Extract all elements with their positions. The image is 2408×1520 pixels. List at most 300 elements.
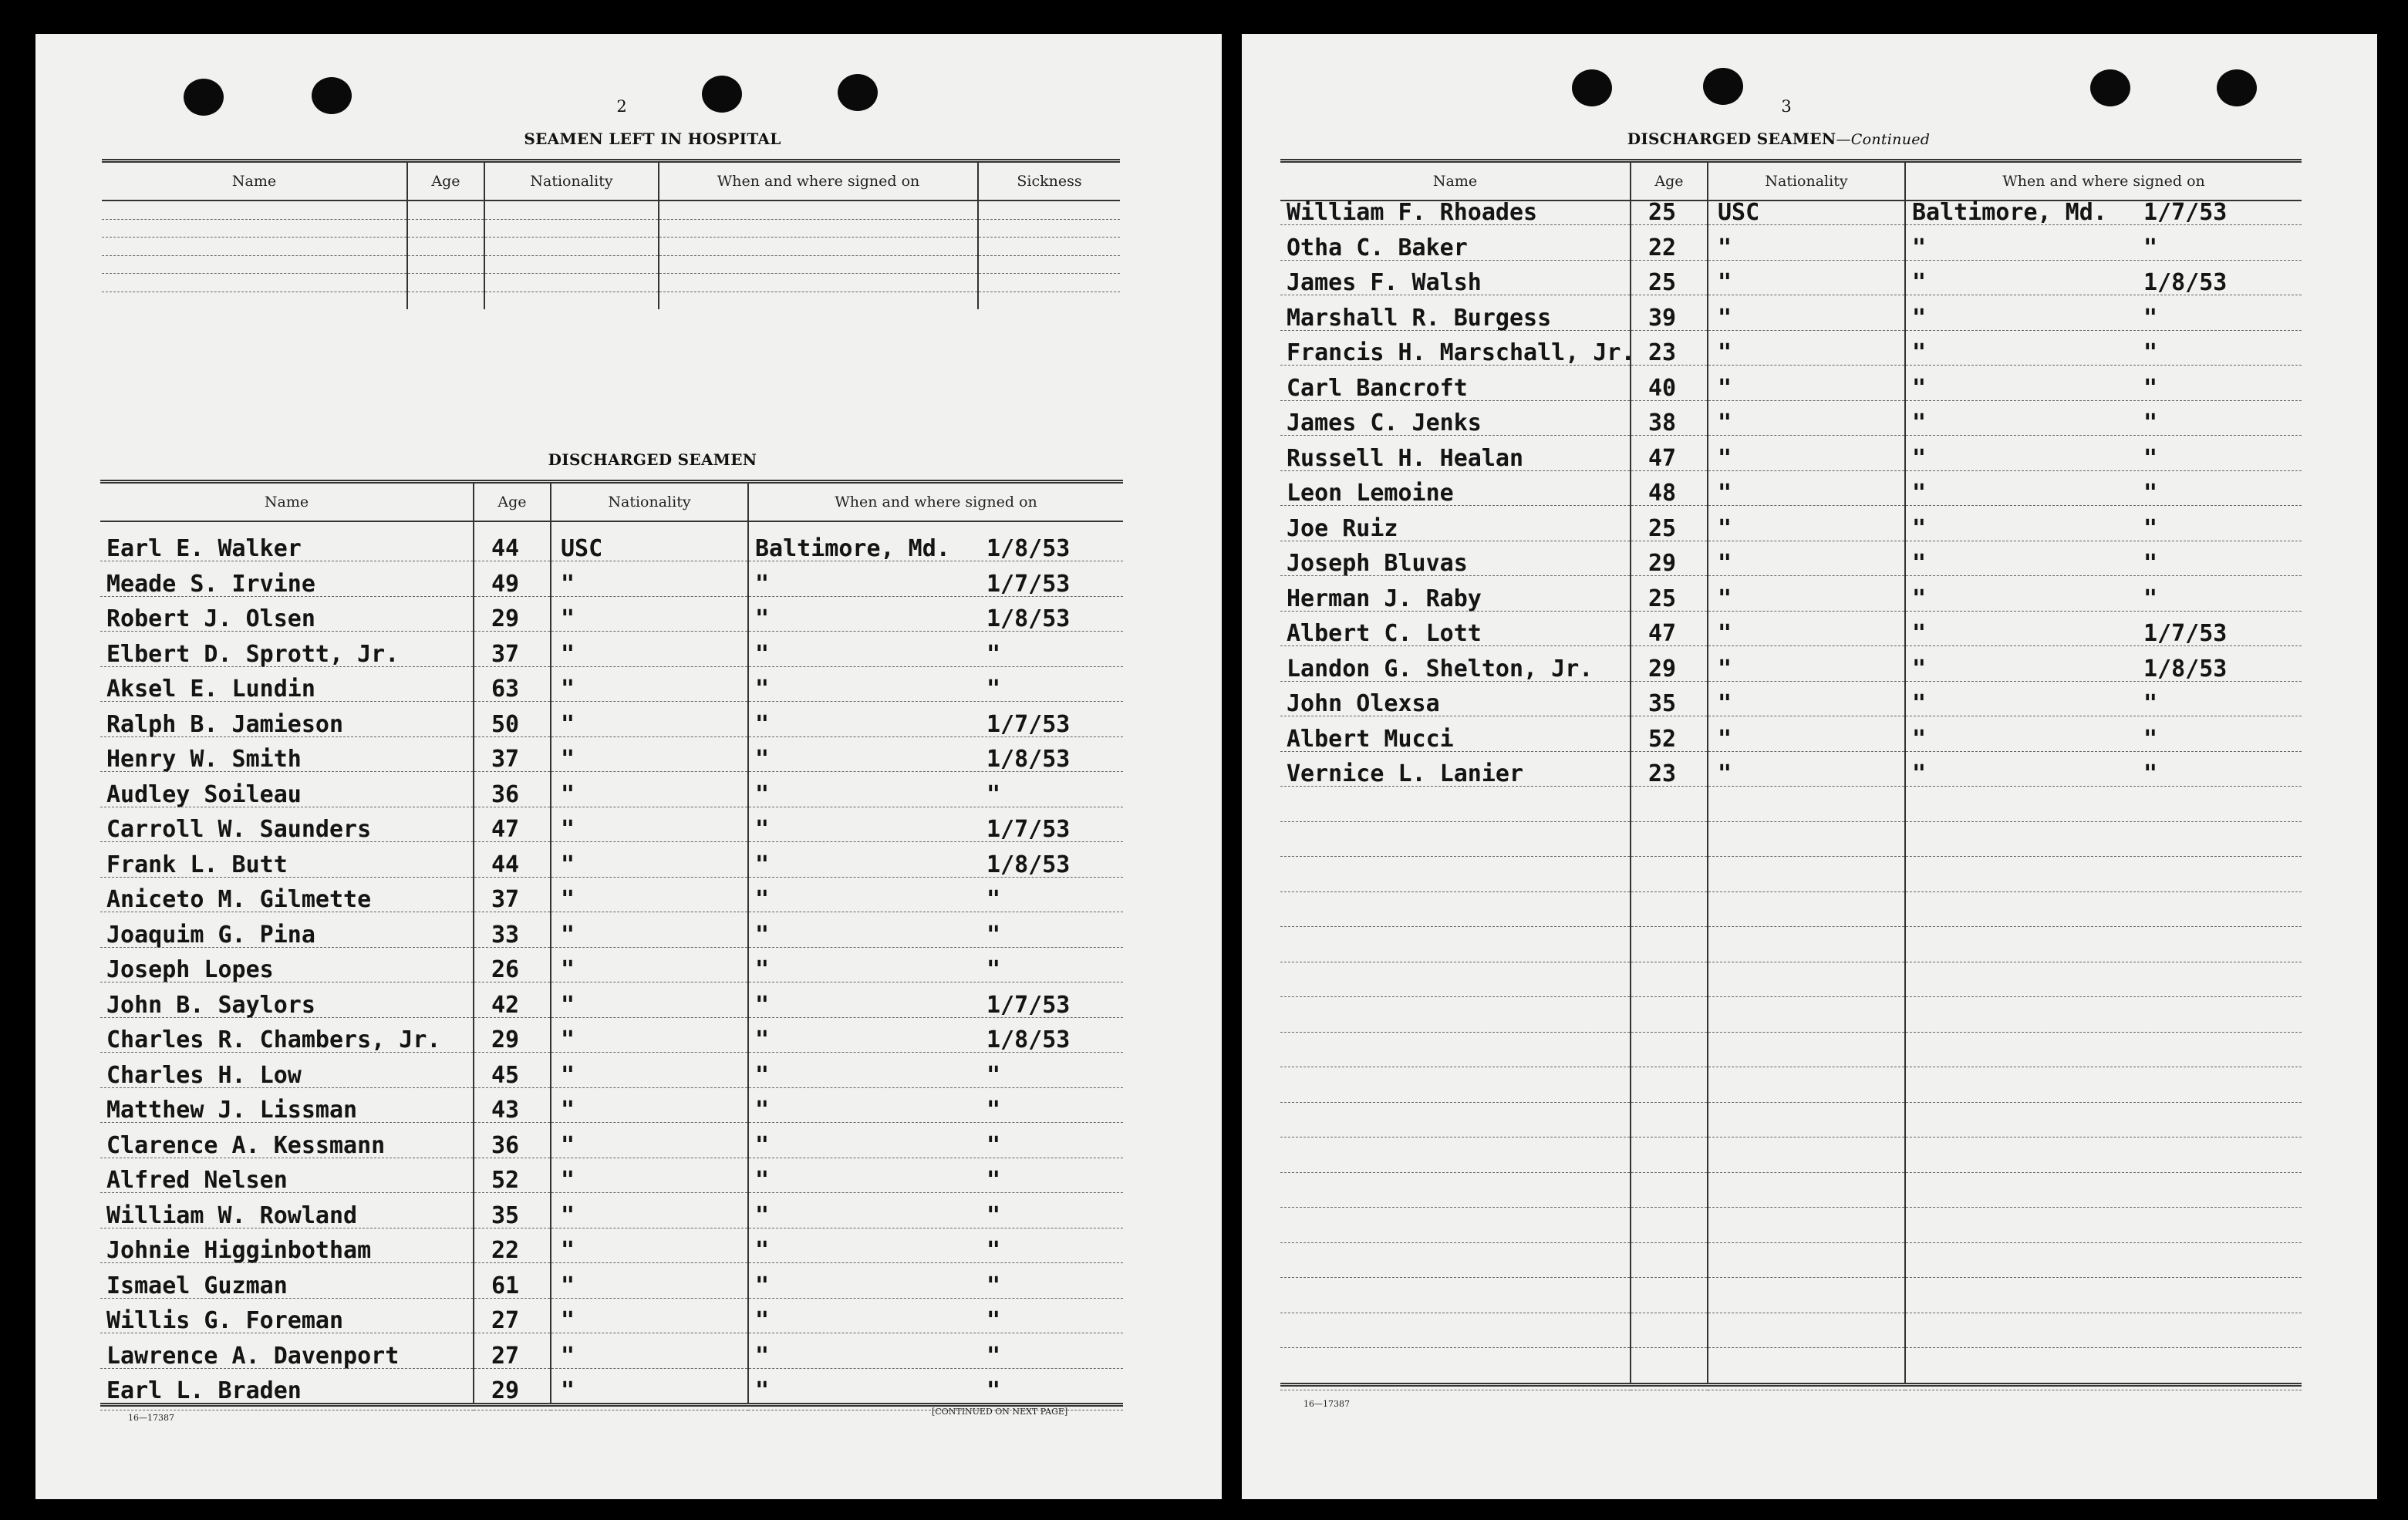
blank-row bbox=[102, 274, 1120, 292]
blank-cell bbox=[102, 219, 407, 238]
seaman-age: 47 bbox=[1631, 436, 1708, 471]
seaman-age: 37 bbox=[474, 877, 551, 912]
signed-on-place: " bbox=[1912, 690, 1927, 717]
blank-cell bbox=[1905, 787, 2302, 822]
signed-on-cell bbox=[1905, 260, 2302, 295]
blank-cell bbox=[1905, 1172, 2302, 1208]
column-header: When and where signed on bbox=[659, 161, 978, 201]
signed-on-place: " bbox=[1912, 374, 1927, 402]
blank-cell bbox=[1905, 1348, 2302, 1385]
blank-cell bbox=[407, 219, 484, 238]
signed-on-cell bbox=[748, 912, 1123, 948]
blank-row bbox=[1280, 997, 2302, 1033]
seaman-name: Earl L. Braden bbox=[106, 1377, 302, 1404]
signed-on-place: " bbox=[1912, 339, 1927, 366]
seaman-age: 23 bbox=[1631, 330, 1708, 366]
signed-on-place: " bbox=[1912, 725, 1927, 753]
seaman-nationality: " bbox=[551, 702, 748, 737]
signed-on-cell bbox=[748, 596, 1123, 632]
blank-cell bbox=[1631, 962, 1708, 997]
column-header: Nationality bbox=[551, 482, 748, 522]
signed-on-cell bbox=[748, 1333, 1123, 1369]
seaman-age: 45 bbox=[474, 1053, 551, 1088]
signed-on-date: 1/8/53 bbox=[986, 535, 1071, 562]
blank-cell bbox=[978, 255, 1120, 274]
table-row bbox=[100, 772, 1123, 807]
blank-cell bbox=[978, 238, 1120, 256]
seaman-age: 26 bbox=[474, 947, 551, 982]
blank-cell bbox=[659, 255, 978, 274]
blank-row bbox=[1280, 787, 2302, 822]
blank-cell bbox=[407, 201, 484, 219]
discharged-continued-table bbox=[1280, 159, 2302, 1390]
seaman-nationality: " bbox=[1708, 576, 1905, 612]
blank-cell bbox=[1905, 857, 2302, 892]
signed-on-place: " bbox=[755, 1026, 770, 1053]
signed-on-place: " bbox=[1912, 304, 1927, 332]
blank-cell bbox=[407, 274, 484, 292]
seaman-name: Johnie Higginbotham bbox=[100, 1228, 474, 1263]
seaman-age: 42 bbox=[474, 982, 551, 1018]
signed-on-date: " bbox=[2143, 725, 2158, 753]
seaman-nationality: " bbox=[551, 1333, 748, 1369]
blank-cell bbox=[978, 274, 1120, 292]
seaman-name: Charles R. Chambers, Jr. bbox=[100, 1017, 474, 1053]
seaman-nationality: " bbox=[1708, 716, 1905, 752]
signed-on-place: " bbox=[755, 1131, 770, 1159]
signed-on-place: " bbox=[755, 1377, 770, 1404]
blank-row bbox=[1280, 927, 2302, 962]
blank-cell bbox=[1280, 1137, 1631, 1173]
signed-on-place: " bbox=[1912, 550, 1927, 577]
blank-cell bbox=[1708, 997, 1905, 1033]
signed-on-place: " bbox=[1912, 409, 1927, 436]
blank-cell bbox=[1280, 1032, 1631, 1067]
signed-on-date: " bbox=[2143, 760, 2158, 787]
table-row bbox=[1280, 436, 2302, 471]
signed-on-place: " bbox=[755, 676, 770, 703]
seaman-name: James F. Walsh bbox=[1280, 260, 1631, 295]
seaman-nationality: " bbox=[551, 666, 748, 702]
signed-on-cell bbox=[748, 1053, 1123, 1088]
seaman-name: Ismael Guzman bbox=[100, 1263, 474, 1299]
seaman-nationality: " bbox=[1708, 681, 1905, 716]
blank-cell bbox=[484, 201, 659, 219]
blank-cell bbox=[1708, 1348, 1905, 1385]
blank-cell bbox=[1708, 1278, 1905, 1313]
blank-row bbox=[1280, 857, 2302, 892]
seaman-age: 44 bbox=[474, 842, 551, 878]
signed-on-date: " bbox=[2143, 304, 2158, 332]
discharged-table bbox=[100, 480, 1123, 1410]
signed-on-date: 1/7/53 bbox=[986, 710, 1071, 738]
table-row bbox=[1280, 470, 2302, 506]
signed-on-cell bbox=[748, 702, 1123, 737]
seaman-nationality: " bbox=[551, 982, 748, 1018]
form-number: 16—17387 bbox=[128, 1413, 174, 1423]
blank-row bbox=[1280, 1067, 2302, 1103]
signed-on-date: " bbox=[2143, 409, 2158, 436]
signed-on-place: " bbox=[755, 1202, 770, 1229]
form-number: 16—17387 bbox=[1303, 1399, 1350, 1409]
blank-cell bbox=[1631, 1278, 1708, 1313]
signed-on-cell bbox=[748, 947, 1123, 982]
signed-on-date: 1/7/53 bbox=[2143, 199, 2228, 226]
seaman-nationality: USC bbox=[1708, 201, 1905, 225]
signed-on-place: " bbox=[1912, 655, 1927, 682]
blank-row bbox=[1280, 1348, 2302, 1385]
signed-on-place: " bbox=[755, 1097, 770, 1124]
seaman-name: William W. Rowland bbox=[100, 1193, 474, 1228]
seaman-name: Meade S. Irvine bbox=[100, 561, 474, 597]
punch-hole bbox=[1572, 69, 1612, 106]
seaman-age: 63 bbox=[474, 666, 551, 702]
seaman-age: 39 bbox=[1631, 295, 1708, 331]
column-header: Name bbox=[1432, 173, 1478, 190]
signed-on-date: " bbox=[2143, 514, 2158, 542]
blank-cell bbox=[1280, 1102, 1631, 1137]
seaman-nationality: " bbox=[1708, 541, 1905, 576]
seaman-nationality: " bbox=[1708, 646, 1905, 682]
signed-on-cell bbox=[748, 632, 1123, 667]
table-row bbox=[100, 1017, 1123, 1053]
column-header: Name bbox=[264, 494, 309, 511]
table-row bbox=[1280, 330, 2302, 366]
seaman-nationality: " bbox=[551, 772, 748, 807]
signed-on-cell bbox=[1905, 436, 2302, 471]
signed-on-date: 1/7/53 bbox=[986, 816, 1071, 843]
signed-on-cell bbox=[748, 1123, 1123, 1158]
signed-on-date: " bbox=[986, 1097, 1001, 1124]
signed-on-place: Baltimore, Md. bbox=[755, 535, 950, 562]
blank-cell bbox=[659, 292, 978, 309]
seaman-nationality: " bbox=[1708, 400, 1905, 436]
blank-row bbox=[1280, 821, 2302, 857]
signed-on-date: " bbox=[986, 1167, 1001, 1194]
blank-cell bbox=[1631, 1137, 1708, 1173]
signed-on-cell bbox=[748, 807, 1123, 842]
seaman-name: Albert Mucci bbox=[1280, 716, 1631, 752]
signed-on-cell bbox=[1905, 681, 2302, 716]
signed-on-place: Baltimore, Md. bbox=[1912, 199, 2107, 226]
seaman-nationality: " bbox=[551, 1298, 748, 1333]
blank-cell bbox=[1708, 1313, 1905, 1348]
signed-on-cell bbox=[748, 982, 1123, 1018]
blank-cell bbox=[1631, 821, 1708, 857]
blank-row bbox=[102, 255, 1120, 274]
seaman-nationality: " bbox=[551, 842, 748, 878]
seaman-age: 49 bbox=[474, 561, 551, 597]
blank-row bbox=[102, 238, 1120, 256]
seaman-nationality: " bbox=[551, 1228, 748, 1263]
seaman-nationality: " bbox=[551, 877, 748, 912]
seaman-nationality: " bbox=[551, 596, 748, 632]
blank-cell bbox=[659, 274, 978, 292]
blank-cell bbox=[1708, 821, 1905, 857]
blank-cell bbox=[484, 292, 659, 309]
signed-on-cell bbox=[748, 561, 1123, 597]
punch-hole bbox=[1703, 68, 1743, 105]
blank-cell bbox=[1708, 1137, 1905, 1173]
seaman-name: John B. Saylors bbox=[100, 982, 474, 1018]
blank-cell bbox=[102, 255, 407, 274]
title-suffix: —Continued bbox=[1836, 131, 1931, 148]
seaman-nationality: " bbox=[1708, 260, 1905, 295]
blank-cell bbox=[1708, 857, 1905, 892]
blank-row bbox=[1280, 1242, 2302, 1278]
signed-on-place: " bbox=[755, 886, 770, 913]
seaman-name: Robert J. Olsen bbox=[100, 596, 474, 632]
table-row bbox=[100, 1368, 1123, 1405]
blank-row bbox=[1280, 1313, 2302, 1348]
seaman-name: James C. Jenks bbox=[1280, 400, 1631, 436]
column-header: Age bbox=[407, 161, 484, 201]
signed-on-date: 1/7/53 bbox=[986, 991, 1071, 1019]
seaman-nationality: " bbox=[1708, 751, 1905, 787]
signed-on-cell bbox=[1905, 646, 2302, 682]
column-header: Age bbox=[1631, 161, 1708, 201]
seaman-nationality: " bbox=[551, 561, 748, 597]
seaman-name: Frank L. Butt bbox=[100, 842, 474, 878]
signed-on-cell bbox=[1905, 576, 2302, 612]
signed-on-place: " bbox=[755, 1237, 770, 1264]
blank-row bbox=[1280, 1208, 2302, 1243]
table-row bbox=[100, 982, 1123, 1018]
signed-on-date: " bbox=[986, 1061, 1001, 1089]
blank-cell bbox=[102, 292, 407, 309]
blank-cell bbox=[407, 255, 484, 274]
signed-on-cell bbox=[1905, 366, 2302, 401]
blank-cell bbox=[484, 255, 659, 274]
blank-cell bbox=[978, 292, 1120, 309]
blank-cell bbox=[1905, 927, 2302, 962]
blank-cell bbox=[1905, 962, 2302, 997]
signed-on-cell bbox=[1905, 716, 2302, 752]
blank-cell bbox=[1708, 891, 1905, 927]
blank-cell bbox=[1631, 1348, 1708, 1385]
blank-cell bbox=[1280, 1278, 1631, 1313]
seaman-name: Joe Ruiz bbox=[1280, 506, 1631, 541]
signed-on-place: " bbox=[755, 640, 770, 668]
seaman-age: 37 bbox=[474, 736, 551, 772]
signed-on-date: 1/7/53 bbox=[986, 570, 1071, 598]
blank-cell bbox=[1708, 1032, 1905, 1067]
seaman-name: Matthew J. Lissman bbox=[100, 1087, 474, 1123]
table-row bbox=[100, 1228, 1123, 1263]
hospital-header-row bbox=[102, 161, 1120, 201]
signed-on-date: " bbox=[986, 956, 1001, 983]
seaman-name: Carroll W. Saunders bbox=[100, 807, 474, 842]
seaman-age: 33 bbox=[474, 912, 551, 948]
signed-on-cell bbox=[1905, 330, 2302, 366]
blank-cell bbox=[1280, 1313, 1631, 1348]
blank-cell bbox=[1905, 1278, 2302, 1313]
seaman-name: Henry W. Smith bbox=[100, 736, 474, 772]
table-row bbox=[100, 1053, 1123, 1088]
seaman-name: Joaquim G. Pina bbox=[100, 912, 474, 948]
blank-cell bbox=[1631, 891, 1708, 927]
blank-cell bbox=[1280, 997, 1631, 1033]
signed-on-place: " bbox=[755, 1167, 770, 1194]
table-row bbox=[100, 947, 1123, 982]
seaman-name: Russell H. Healan bbox=[1280, 436, 1631, 471]
blank-cell bbox=[659, 201, 978, 219]
table-row bbox=[100, 521, 1123, 561]
seaman-age: 47 bbox=[474, 807, 551, 842]
seaman-name: Carl Bancroft bbox=[1280, 366, 1631, 401]
blank-row bbox=[102, 201, 1120, 219]
signed-on-date: 1/8/53 bbox=[986, 1026, 1071, 1053]
seaman-age: 29 bbox=[474, 1017, 551, 1053]
blank-cell bbox=[1905, 997, 2302, 1033]
blank-cell bbox=[978, 219, 1120, 238]
continued-note: [CONTINUED ON NEXT PAGE] bbox=[932, 1407, 1068, 1417]
signed-on-cell bbox=[748, 736, 1123, 772]
seaman-nationality: " bbox=[551, 1193, 748, 1228]
signed-on-place: " bbox=[1912, 269, 1927, 296]
blank-cell bbox=[1631, 1313, 1708, 1348]
punch-hole bbox=[2090, 69, 2130, 106]
blank-cell bbox=[407, 292, 484, 309]
punch-hole bbox=[184, 79, 224, 116]
seaman-nationality: " bbox=[1708, 436, 1905, 471]
blank-cell bbox=[1708, 927, 1905, 962]
blank-cell bbox=[1905, 1208, 2302, 1243]
page-number: 3 bbox=[1781, 97, 1792, 116]
seaman-age: 22 bbox=[1631, 225, 1708, 261]
table-row bbox=[100, 807, 1123, 842]
seaman-name: Lawrence A. Davenport bbox=[100, 1333, 474, 1369]
blank-cell bbox=[484, 219, 659, 238]
seaman-name: Aniceto M. Gilmette bbox=[100, 877, 474, 912]
blank-cell bbox=[1708, 1067, 1905, 1103]
table-row bbox=[100, 736, 1123, 772]
blank-cell bbox=[102, 201, 407, 219]
signed-on-date: " bbox=[2143, 444, 2158, 472]
signed-on-date: " bbox=[2143, 690, 2158, 717]
blank-cell bbox=[1708, 1208, 1905, 1243]
seaman-age: 25 bbox=[1631, 506, 1708, 541]
blank-cell bbox=[1905, 1242, 2302, 1278]
seaman-age: 29 bbox=[474, 1368, 551, 1405]
blank-cell bbox=[1280, 1242, 1631, 1278]
seaman-name: Charles H. Low bbox=[100, 1053, 474, 1088]
signed-on-cell bbox=[748, 1193, 1123, 1228]
table-row bbox=[1280, 295, 2302, 331]
blank-cell bbox=[1905, 1137, 2302, 1173]
table-row bbox=[100, 1087, 1123, 1123]
table-row bbox=[1280, 576, 2302, 612]
blank-cell bbox=[1708, 1242, 1905, 1278]
signed-on-place: " bbox=[755, 816, 770, 843]
discharged-section-title: DISCHARGED SEAMEN bbox=[548, 450, 757, 469]
signed-on-cell bbox=[1905, 225, 2302, 261]
seaman-age: 27 bbox=[474, 1298, 551, 1333]
discharged-continued-title bbox=[1509, 130, 2049, 148]
table-row bbox=[1280, 400, 2302, 436]
seaman-name: Earl E. Walker bbox=[100, 521, 474, 561]
signed-on-place: " bbox=[755, 956, 770, 983]
seaman-nationality: " bbox=[1708, 225, 1905, 261]
signed-on-place: " bbox=[755, 851, 770, 878]
table-row bbox=[1280, 201, 2302, 225]
seaman-nationality: " bbox=[551, 1123, 748, 1158]
signed-on-date: " bbox=[986, 1272, 1001, 1299]
seaman-age: 29 bbox=[1631, 541, 1708, 576]
table-row bbox=[100, 1158, 1123, 1193]
blank-cell bbox=[484, 274, 659, 292]
signed-on-date: 1/7/53 bbox=[2143, 620, 2228, 647]
seaman-nationality: " bbox=[551, 1263, 748, 1299]
signed-on-cell bbox=[748, 1368, 1123, 1405]
signed-on-cell bbox=[748, 1017, 1123, 1053]
blank-cell bbox=[1631, 787, 1708, 822]
signed-on-date: " bbox=[986, 1307, 1001, 1334]
right-page bbox=[1242, 34, 2377, 1499]
hospital-section-title: SEAMEN LEFT IN HOSPITAL bbox=[524, 130, 781, 148]
blank-cell bbox=[1905, 1313, 2302, 1348]
signed-on-cell bbox=[748, 1298, 1123, 1333]
seaman-nationality: " bbox=[551, 947, 748, 982]
blank-cell bbox=[1280, 787, 1631, 822]
blank-row bbox=[1280, 1137, 2302, 1173]
seaman-age: 52 bbox=[474, 1158, 551, 1193]
seaman-age: 37 bbox=[474, 632, 551, 667]
seaman-name: Joseph Lopes bbox=[100, 947, 474, 982]
blank-cell bbox=[1631, 927, 1708, 962]
signed-on-date: " bbox=[2143, 339, 2158, 366]
seaman-nationality: USC bbox=[551, 521, 748, 561]
seaman-nationality: " bbox=[1708, 506, 1905, 541]
signed-on-place: " bbox=[755, 605, 770, 632]
table-row bbox=[100, 1193, 1123, 1228]
blank-cell bbox=[102, 238, 407, 256]
seaman-nationality: " bbox=[1708, 470, 1905, 506]
column-header: Nationality bbox=[1708, 161, 1905, 201]
blank-cell bbox=[1905, 891, 2302, 927]
seaman-nationality: " bbox=[551, 912, 748, 948]
signed-on-place: " bbox=[755, 710, 770, 738]
signed-on-cell bbox=[1905, 470, 2302, 506]
blank-cell bbox=[1280, 857, 1631, 892]
blank-cell bbox=[1280, 1067, 1631, 1103]
signed-on-place: " bbox=[1912, 480, 1927, 507]
table-row bbox=[100, 1123, 1123, 1158]
seaman-age: 52 bbox=[1631, 716, 1708, 752]
seaman-age: 36 bbox=[474, 1123, 551, 1158]
signed-on-place: " bbox=[755, 746, 770, 773]
seaman-age: 22 bbox=[474, 1228, 551, 1263]
table-row bbox=[1280, 366, 2302, 401]
blank-row bbox=[102, 219, 1120, 238]
blank-cell bbox=[102, 274, 407, 292]
blank-cell bbox=[1631, 1067, 1708, 1103]
signed-on-cell bbox=[748, 842, 1123, 878]
seaman-nationality: " bbox=[1708, 611, 1905, 646]
table-row bbox=[100, 877, 1123, 912]
signed-on-date: " bbox=[986, 1377, 1001, 1404]
table-row bbox=[1280, 506, 2302, 541]
seaman-name: Audley Soileau bbox=[100, 772, 474, 807]
blank-cell bbox=[659, 219, 978, 238]
seaman-nationality: " bbox=[551, 807, 748, 842]
page-number: 2 bbox=[616, 97, 627, 116]
blank-cell bbox=[1280, 1348, 1631, 1385]
seaman-nationality: " bbox=[551, 1158, 748, 1193]
table-row bbox=[100, 912, 1123, 948]
signed-on-place: " bbox=[1912, 620, 1927, 647]
blank-cell bbox=[1631, 857, 1708, 892]
